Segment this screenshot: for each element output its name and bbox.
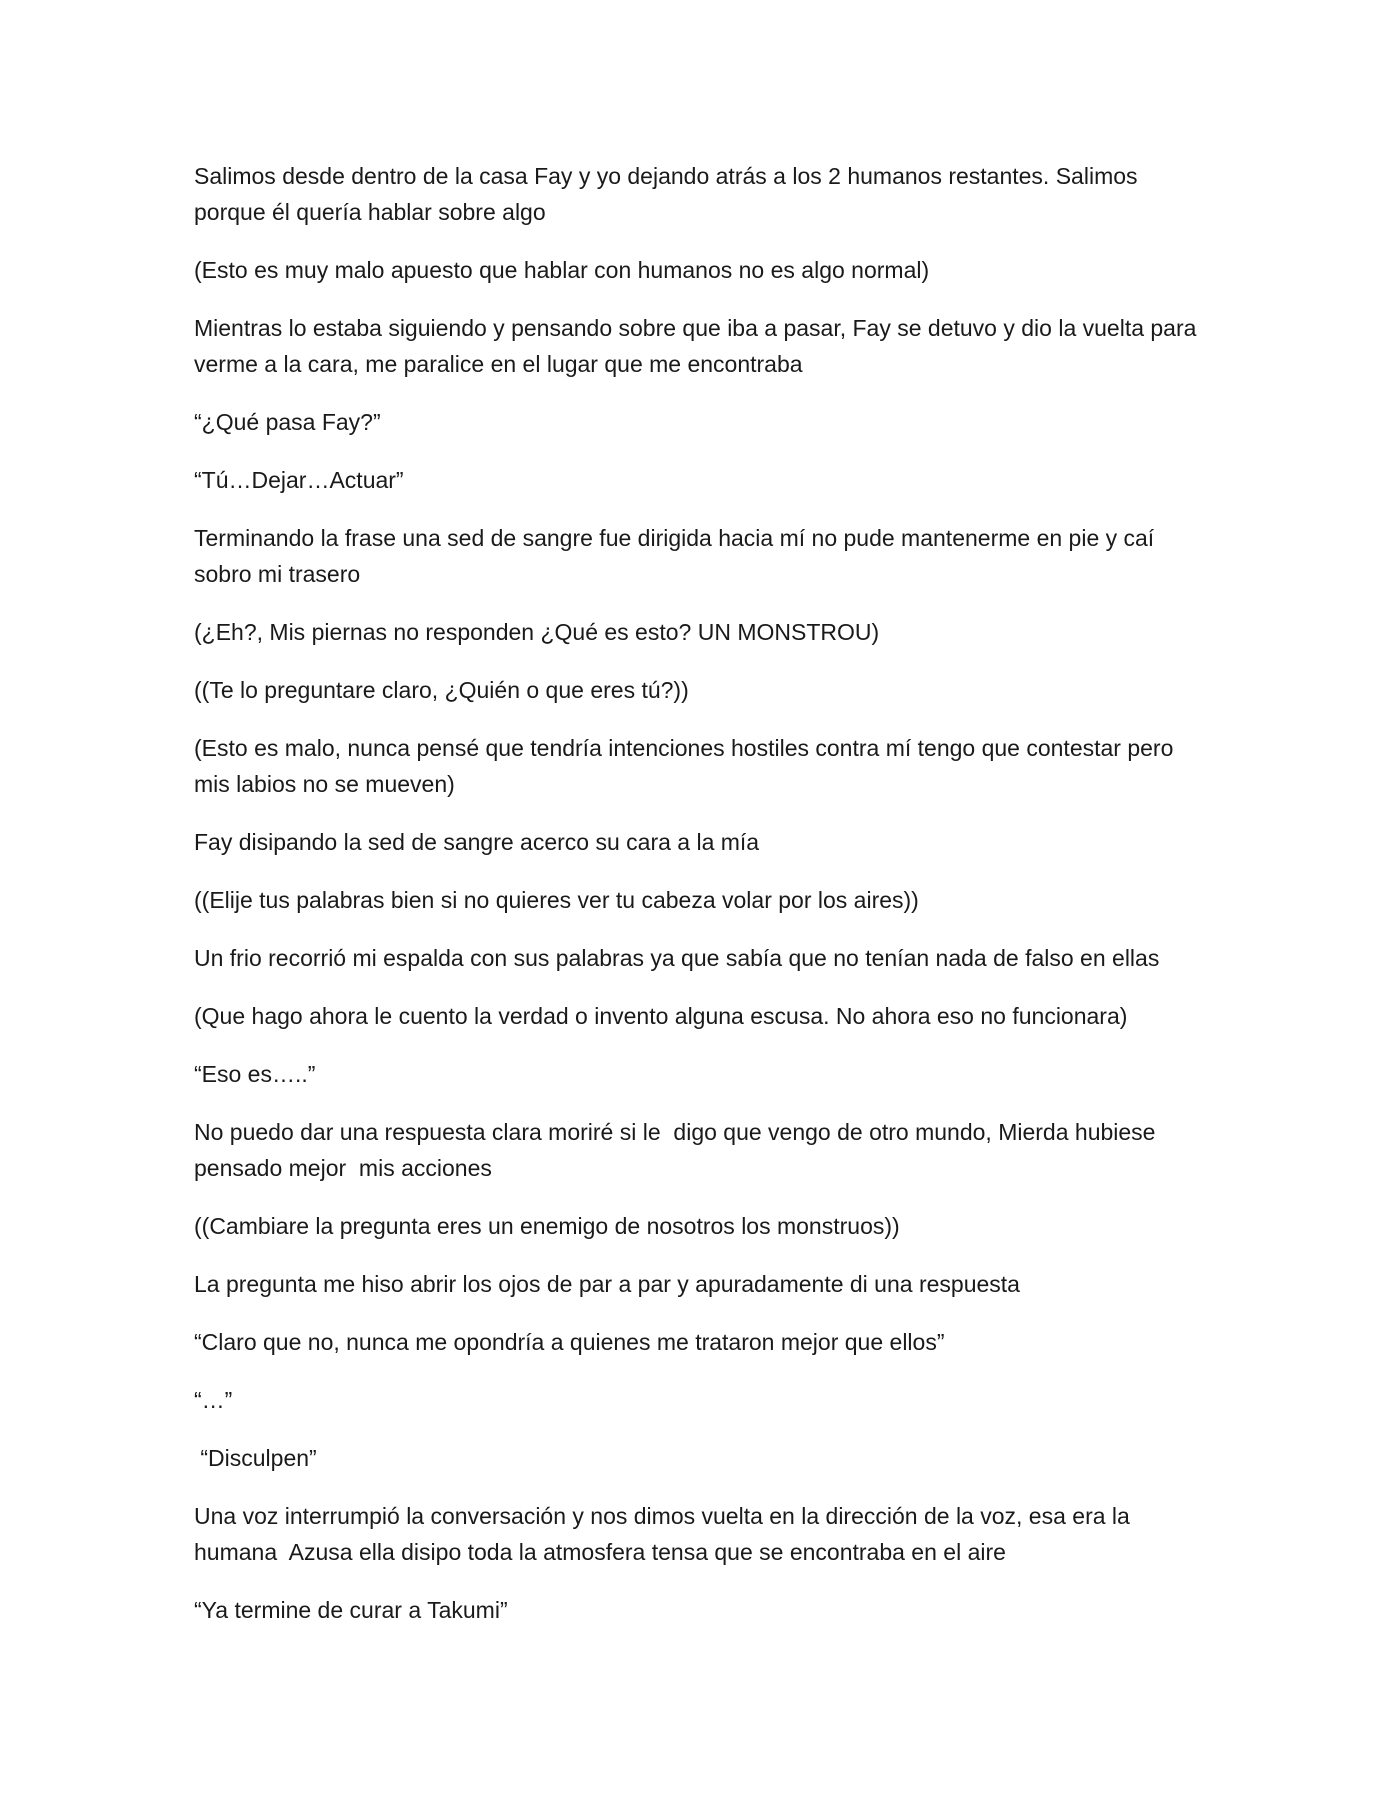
paragraph-20: “Disculpen” [194, 1445, 317, 1471]
paragraph-19: “…” [194, 1387, 233, 1413]
paragraph-8: ((Te lo preguntare claro, ¿Quién o que eres tú?)) [194, 677, 689, 703]
paragraph-15: No puedo dar una respuesta clara moriré si le digo que vengo de otro mundo, Mierda hubiese pensado mejor mis acciones [194, 1119, 1162, 1181]
paragraph-21: Una voz interrumpió la conversación y nos dimos vuelta en la dirección de la voz, esa era la humana Azusa ella disipo toda la atmosfera tensa que se encontraba en el aire [194, 1503, 1137, 1565]
document-body [194, 158, 1214, 1650]
paragraph-13: (Que hago ahora le cuento la verdad o invento alguna escusa. No ahora eso no funcionara) [194, 1003, 1128, 1029]
paragraph-4: “¿Qué pasa Fay?” [194, 409, 381, 435]
paragraph-3: Mientras lo estaba siguiendo y pensando sobre que iba a pasar, Fay se detuvo y dio la vuelta para verme a la cara, me paralice en el lugar que me encontraba [194, 315, 1203, 377]
paragraph-16: ((Cambiare la pregunta eres un enemigo de nosotros los monstruos)) [194, 1213, 900, 1239]
paragraph-1: Salimos desde dentro de la casa Fay y yo dejando atrás a los 2 humanos restantes. Salimos porque él quería hablar sobre algo [194, 163, 1144, 225]
paragraph-18: “Claro que no, nunca me opondría a quienes me trataron mejor que ellos” [194, 1329, 945, 1355]
paragraph-2: (Esto es muy malo apuesto que hablar con humanos no es algo normal) [194, 257, 930, 283]
paragraph-12: Un frio recorrió mi espalda con sus palabras ya que sabía que no tenían nada de falso en ellas [194, 945, 1160, 971]
paragraph-7: (¿Eh?, Mis piernas no responden ¿Qué es esto? UN MONSTROU) [194, 619, 880, 645]
paragraph-5: “Tú…Dejar…Actuar” [194, 467, 404, 493]
paragraph-17: La pregunta me hiso abrir los ojos de par a par y apuradamente di una respuesta [194, 1271, 1020, 1297]
paragraph-9: (Esto es malo, nunca pensé que tendría intenciones hostiles contra mí tengo que contestar pero mis labios no se mueven) [194, 735, 1180, 797]
paragraph-22: “Ya termine de curar a Takumi” [194, 1597, 508, 1623]
paragraph-11: ((Elije tus palabras bien si no quieres ver tu cabeza volar por los aires)) [194, 887, 919, 913]
paragraph-6: Terminando la frase una sed de sangre fue dirigida hacia mí no pude mantenerme en pie y caí sobro mi trasero [194, 525, 1161, 587]
paragraph-10: Fay disipando la sed de sangre acerco su cara a la mía [194, 829, 760, 855]
paragraph-14: “Eso es…..” [194, 1061, 316, 1087]
